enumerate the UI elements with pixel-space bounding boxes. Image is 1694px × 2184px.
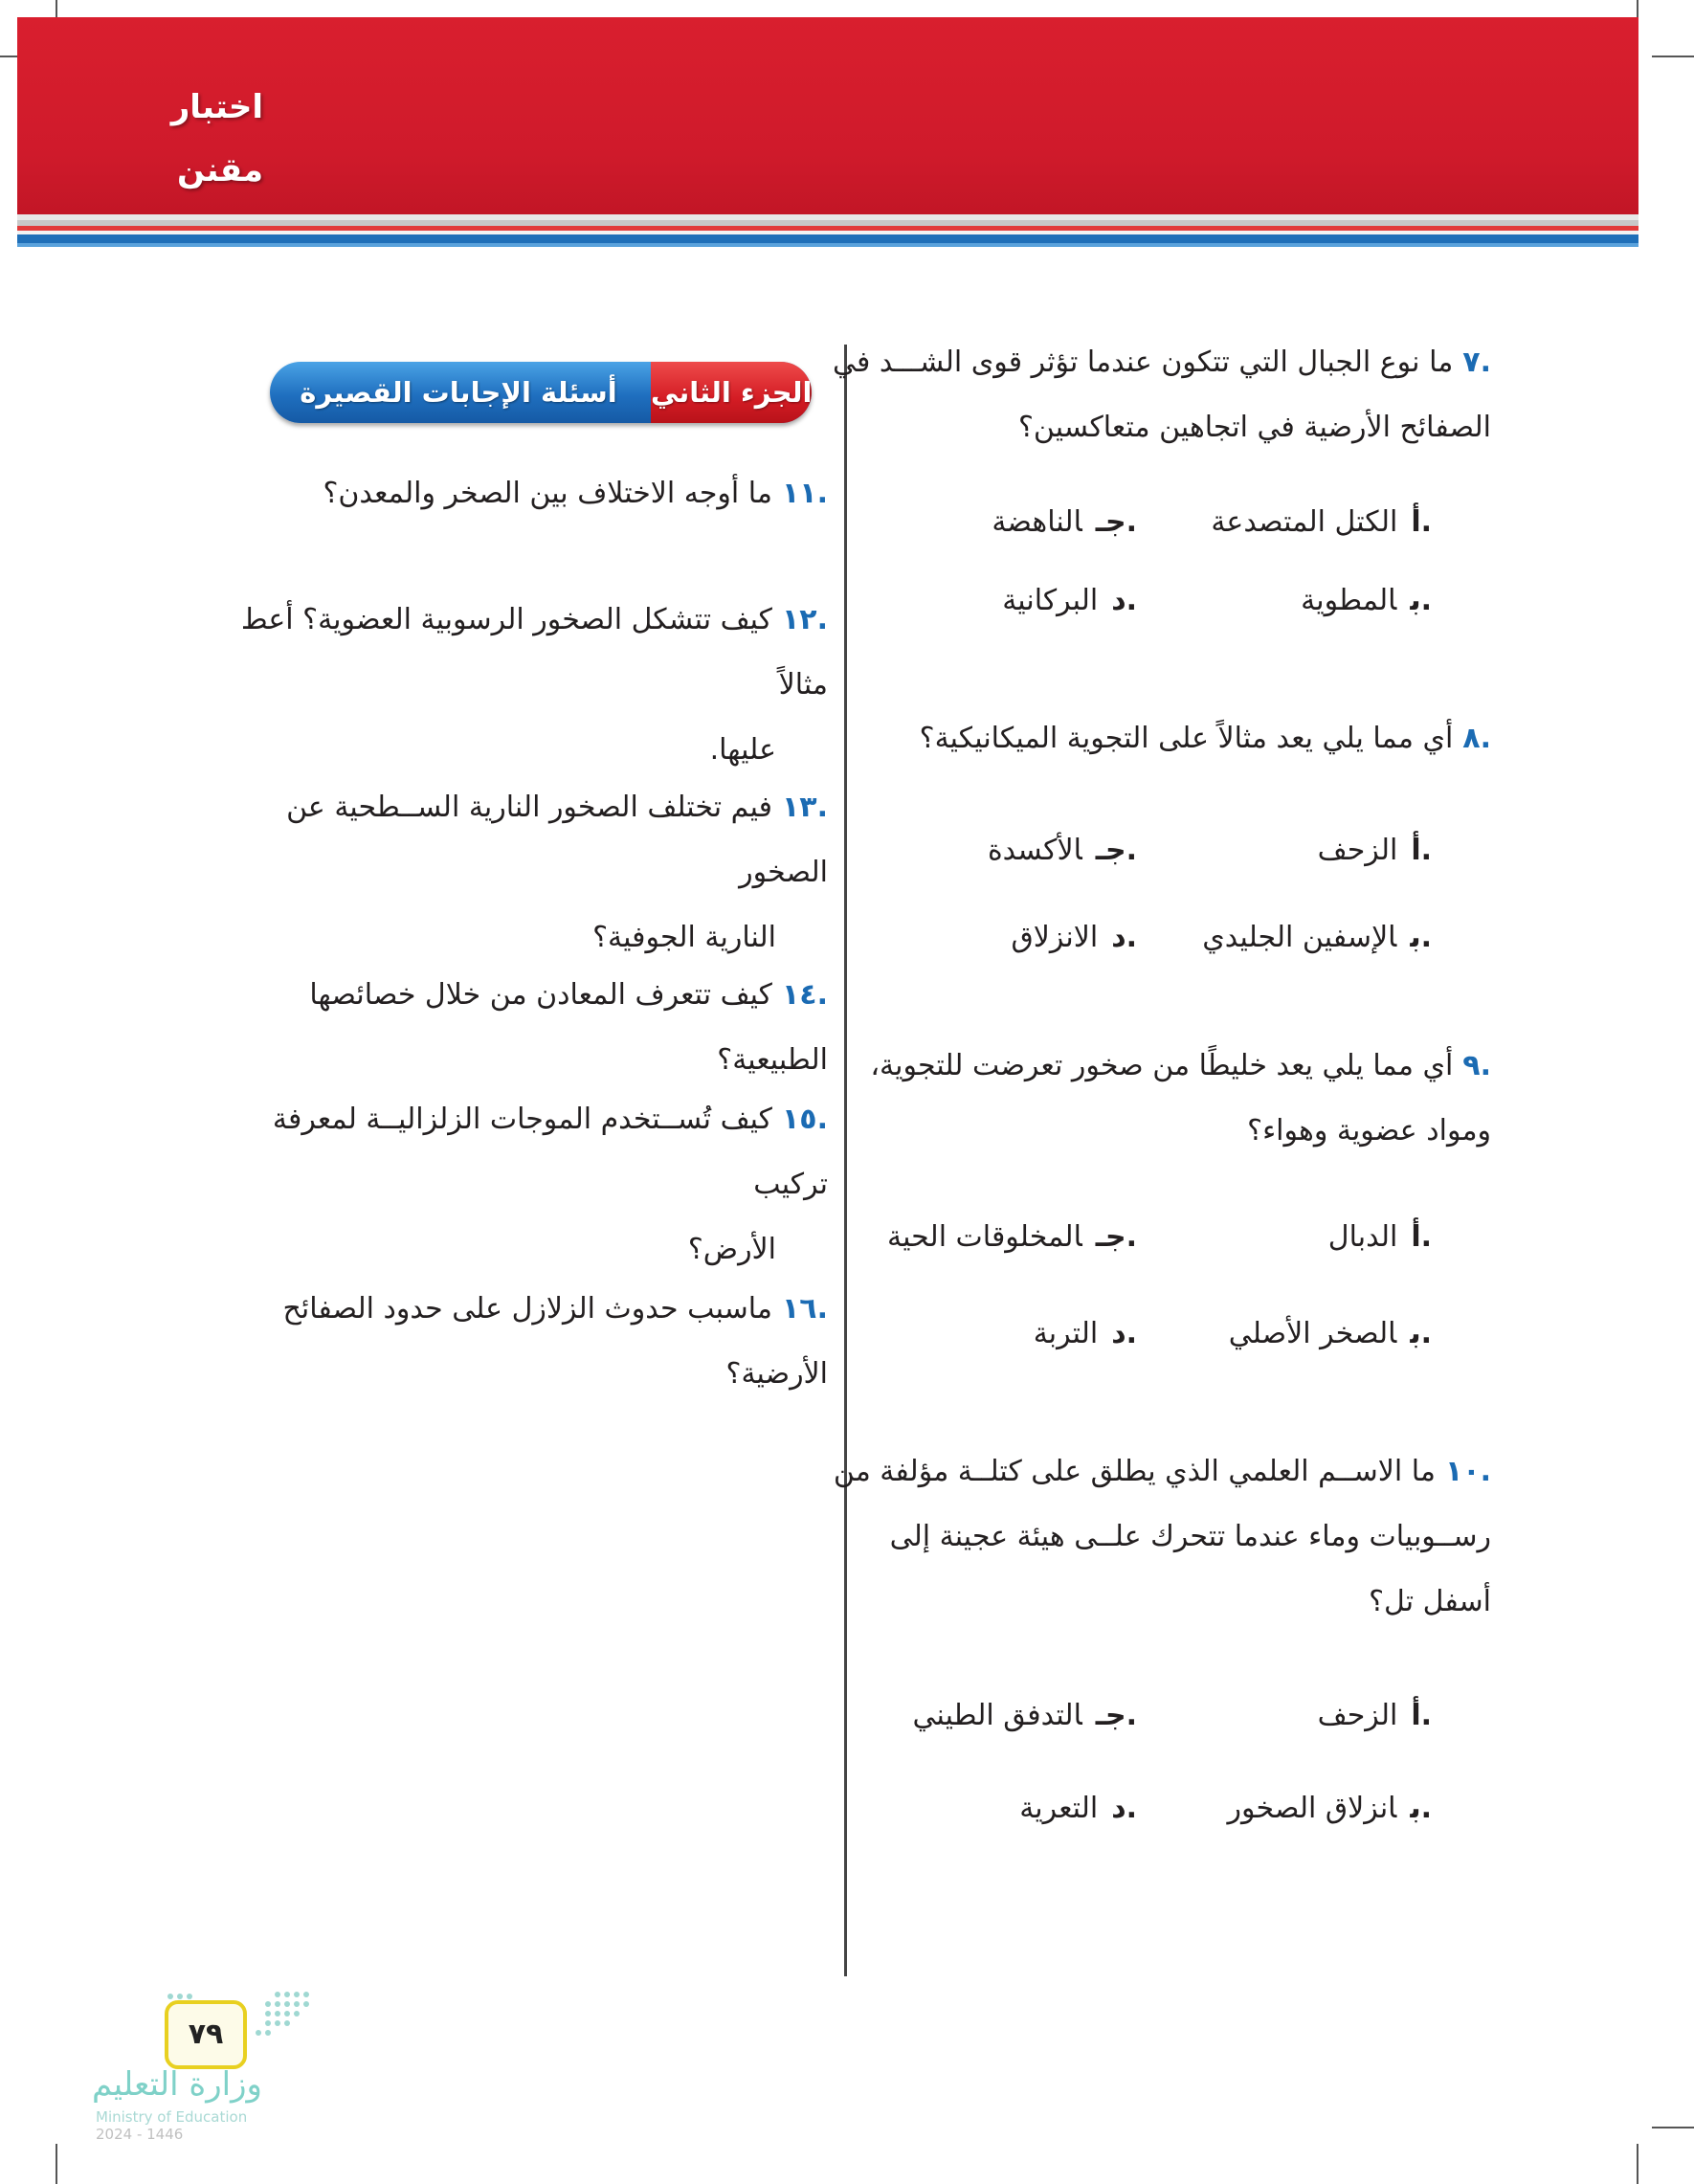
option-8-a: .أالزحف (1317, 834, 1432, 867)
option-8-c: .جـالأكسدة (987, 834, 1137, 867)
option-9-c: .جـالمخلوقات الحية (887, 1220, 1137, 1254)
question-16: .١٦ماسبب حدوث الزلازل على حدود الصفائح الأرضية؟ (282, 1292, 828, 1391)
ministry-name-english: Ministry of Education (96, 2108, 248, 2126)
crop-mark (1652, 2127, 1694, 2128)
question-number: .١٢ (781, 603, 828, 636)
option-7-a: .أالكتل المتصدعة (1211, 505, 1432, 539)
question-number: .١٥ (781, 1103, 828, 1136)
header-stripes (17, 214, 1638, 253)
option-9-d: .دالتربة (1033, 1317, 1137, 1350)
option-7-c: .جـالناهضة (992, 505, 1137, 539)
question-10: .١٠ما الاســم العلمي الذي يطلق على كتلــة مؤلفة من رســوبيات وماء عندما تتحرك علــى هيئة عجينة إلى أسفل تل؟ (833, 1455, 1491, 1618)
part-two-heading (270, 362, 812, 423)
question-12: .١٢كيف تتشكل الصخور الرسوبية العضوية؟ أعط مثالاً عليها. (240, 603, 828, 767)
question-13: .١٣فيم تختلف الصخور النارية الســطحية عن الصخور النارية الجوفية؟ (286, 791, 828, 954)
option-10-c: .جـالتدفق الطيني (912, 1699, 1137, 1732)
question-number: .١٦ (781, 1292, 828, 1326)
question-9: .٩أي مما يلي يعد خليطًا من صخور تعرضت للتجوية، ومواد عضوية وهواء؟ (870, 1049, 1491, 1148)
edition-year: 2024 - 1446 (96, 2126, 184, 2143)
option-8-d: .دالانزلاق (1011, 921, 1137, 954)
question-15: .١٥كيف تُســتخدم الموجات الزلزاليــة لمعرفة تركيب الأرض؟ (272, 1103, 828, 1266)
header-title-line1: اختبار (170, 88, 263, 126)
question-number: .٨ (1462, 722, 1491, 755)
question-number: .١٣ (781, 791, 828, 824)
question-14: .١٤كيف تتعرف المعادن من خلال خصائصها الطبيعية؟ (309, 978, 828, 1077)
option-9-b: .بالصخر الأصلي (1228, 1317, 1432, 1350)
crop-mark (1652, 56, 1694, 57)
option-7-d: .دالبركانية (1002, 584, 1137, 617)
part-two-title: أسئلة الإجابات القصيرة (300, 376, 617, 409)
option-8-b: .بالإسفين الجليدي (1202, 921, 1432, 954)
question-number: .١٠ (1444, 1455, 1491, 1488)
option-10-b: .بانزلاق الصخور (1227, 1792, 1432, 1825)
question-8: .٨أي مما يلي يعد مثالاً على التجوية الميكانيكية؟ (919, 722, 1491, 755)
page-number: ٧٩ (165, 2000, 247, 2069)
option-9-a: .أالدبال (1327, 1220, 1432, 1254)
question-number: .١١ (781, 477, 828, 510)
option-10-a: .أالزحف (1317, 1699, 1432, 1732)
question-11: .١١ما أوجه الاختلاف بين الصخر والمعدن؟ (323, 477, 828, 510)
part-two-label: الجزء الثاني (651, 376, 812, 409)
ministry-name-arabic: وزارة التعليم (92, 2065, 262, 2104)
option-10-d: .دالتعرية (1019, 1792, 1137, 1825)
question-number: .٩ (1462, 1049, 1491, 1082)
question-7: .٧ما نوع الجبال التي تتكون عندما تؤثر قوى الشـــد في الصفائح الأرضية في اتجاهين متعاكسين؟ (832, 345, 1491, 444)
crop-mark (56, 2144, 57, 2184)
crop-mark (1637, 2144, 1638, 2184)
question-number: .٧ (1462, 345, 1491, 379)
question-number: .١٤ (781, 978, 828, 1012)
header-title-line2: مقنن (177, 151, 263, 189)
option-7-b: .بالمطوية (1301, 584, 1432, 617)
